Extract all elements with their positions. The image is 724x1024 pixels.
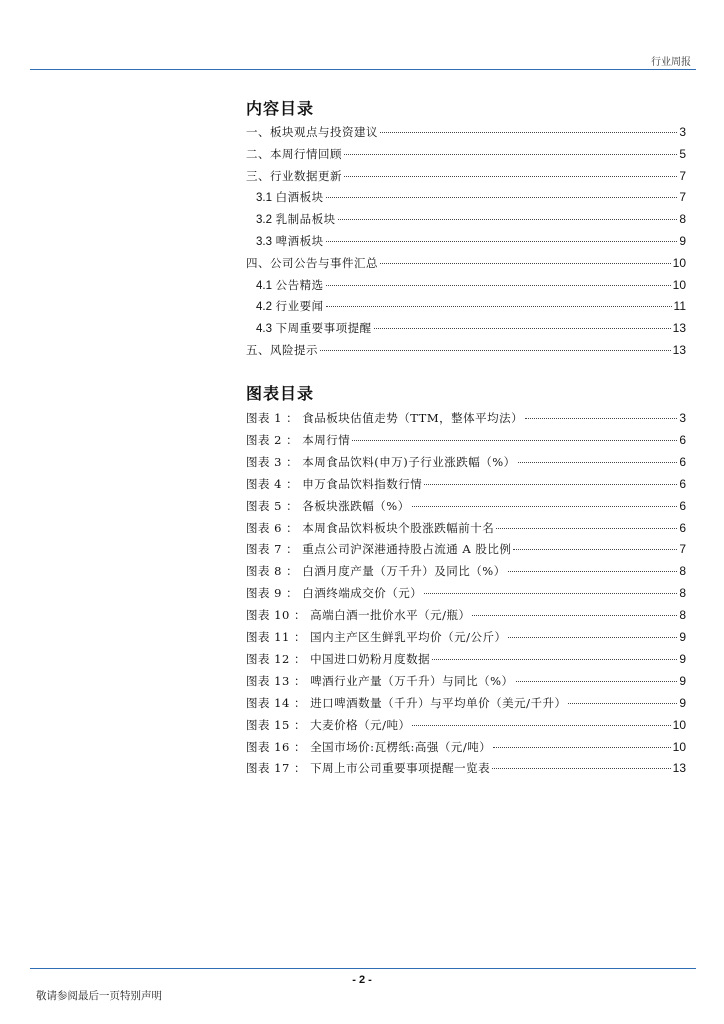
toc-entry-label: 五、风险提示 [246,343,318,357]
dot-leader [374,327,671,329]
figure-entry-page: 7 [679,542,686,557]
figure-entry[interactable] [246,561,686,581]
toc-entry-label: 乳制品板块 [275,212,336,227]
figure-entry-page: 10 [672,717,686,732]
dot-leader [518,461,678,463]
figure-entry-label: 图表 5 ： 各板块涨跌幅（%） [246,498,410,513]
toc-entry-number: 3.2 [256,214,272,227]
figure-entry[interactable] [246,605,686,625]
figure-entry-label: 图表 11 ： 国内主产区生鲜乳平均价（元/公斤） [246,630,507,644]
figure-entry-page: 8 [679,564,686,579]
figure-entry[interactable] [246,671,686,691]
footer-rule [30,968,696,969]
toc-entry[interactable] [246,122,686,142]
dot-leader [513,548,677,550]
figure-entry[interactable] [246,737,686,757]
figures-title: 图表目录 [246,384,315,403]
figure-entry[interactable] [246,649,686,669]
toc-entry[interactable] [246,144,686,164]
toc-entry-page: 7 [679,168,686,183]
toc-entry-label: 公告精选 [275,277,324,292]
toc-entry-number: 4.3 [256,323,272,336]
dot-leader [326,284,671,286]
dot-leader [412,724,670,726]
toc-entry-page: 8 [679,212,686,227]
figure-entry[interactable] [246,627,686,647]
dot-leader [412,505,678,507]
toc-entry-label: 二、本周行情回顾 [246,146,342,161]
dot-leader [344,175,677,177]
toc-entry-label: 白酒板块 [275,190,324,205]
figure-entry-label: 图表 17 ： 下周上市公司重要事项提醒一览表 [246,761,491,776]
figure-entry-page: 6 [679,476,686,491]
figure-entry[interactable] [246,430,686,450]
figure-entry[interactable] [246,693,686,713]
figure-entry-label: 图表 2 ： 本周行情 [246,432,351,447]
figure-entry[interactable] [246,539,686,559]
figure-entry-label: 图表 10 ： 高端白酒一批价水平（元/瓶） [246,608,471,623]
dot-leader [344,153,677,155]
figure-entry-page: 8 [679,586,686,601]
figure-entry-page: 3 [679,411,686,425]
toc-entry-label: 下周重要事项提醒 [275,321,372,336]
figure-entry-page: 10 [672,739,686,754]
figure-entry-label: 图表 15 ： 大麦价格（元/吨） [246,717,411,732]
figure-entry[interactable] [246,496,686,516]
dot-leader [320,349,671,351]
figure-entry[interactable] [246,518,686,538]
figure-entry-label: 图表 7 ： 重点公司沪深港通持股占流通 A 股比例 [246,542,512,557]
figure-entry-page: 9 [679,630,686,644]
dot-leader [472,614,677,616]
dot-leader [516,680,678,682]
toc-entry-page: 13 [672,321,686,336]
toc-entry[interactable] [246,187,686,207]
figure-entry-page: 6 [679,520,686,535]
figure-entry-label: 图表 12 ： 中国进口奶粉月度数据 [246,651,431,666]
figure-entry-label: 图表 14 ： 进口啤酒数量（千升）与平均单价（美元/千升） [246,695,567,710]
figure-entry-label: 图表 16 ： 全国市场价:瓦楞纸:高强（元/吨） [246,739,492,754]
figure-entry-page: 8 [679,608,686,623]
figure-entry-label: 图表 1 ： 食品板块估值走势（TTM，整体平均法） [246,411,524,425]
figure-entry[interactable] [246,474,686,494]
figure-entry[interactable] [246,408,686,428]
dot-leader [326,240,678,242]
toc-entry-page: 11 [673,299,686,314]
dot-leader [326,305,672,307]
toc-entry[interactable] [246,231,686,251]
dot-leader [525,417,677,419]
dot-leader [352,439,677,441]
figure-entry-label: 图表 8 ： 白酒月度产量（万千升）及同比（%） [246,564,506,579]
figure-entry-page: 6 [679,432,686,447]
toc-entry-number: 4.1 [256,279,272,292]
toc-entry-label: 行业要闻 [275,299,324,314]
dot-leader [493,746,670,748]
dot-leader [424,483,677,485]
figure-entry-page: 9 [679,651,686,666]
figure-entry-page: 13 [672,761,686,776]
toc-entry[interactable] [246,209,686,229]
figure-entry-label: 图表 4 ： 申万食品饮料指数行情 [246,476,423,491]
dot-leader [496,527,677,529]
dot-leader [338,218,678,220]
header-rule [30,69,696,70]
toc-entry-page: 3 [679,125,686,139]
page-number: - 2 - [352,974,372,986]
toc-entry-page: 10 [672,255,686,270]
figure-entry-label: 图表 6 ： 本周食品饮料板块个股涨跌幅前十名 [246,520,495,535]
disclaimer-text: 敬请参阅最后一页特别声明 [36,990,162,1002]
figure-entry[interactable] [246,583,686,603]
figure-entry-page: 9 [679,695,686,710]
dot-leader [568,702,677,704]
dot-leader [326,196,678,198]
toc-entry[interactable] [246,296,686,316]
toc-entry[interactable] [246,318,686,338]
toc-entry-page: 10 [672,277,686,292]
dot-leader [432,658,677,660]
figure-entry-label: 图表 3 ： 本周食品饮料(申万)子行业涨跌幅（%） [246,454,516,469]
toc-entry[interactable] [246,340,686,360]
toc-entry[interactable] [246,275,686,295]
toc-entry-label: 啤酒板块 [275,234,324,248]
dot-leader [380,131,677,133]
toc-title: 内容目录 [246,99,315,118]
dot-leader [508,570,678,572]
toc-entry-number: 3.3 [256,236,272,248]
toc-entry-number: 4.2 [256,301,272,314]
figure-entry-page: 9 [679,673,686,688]
toc-entry-page: 9 [679,234,686,248]
toc-entry-number: 3.1 [256,192,272,205]
figure-entry[interactable] [246,452,686,472]
dot-leader [508,636,677,638]
toc-entry-label: 三、行业数据更新 [246,168,342,183]
dot-leader [492,767,671,769]
toc-entry[interactable] [246,166,686,186]
figure-entry-label: 图表 9 ： 白酒终端成交价（元） [246,586,423,601]
toc-entry-page: 7 [679,190,686,205]
figure-entry-page: 6 [679,498,686,513]
figure-entry[interactable] [246,758,686,778]
toc-entry-label: 一、板块观点与投资建议 [246,125,378,139]
report-type-label: 行业周报 [651,57,691,68]
figure-entry-label: 图表 13 ： 啤酒行业产量（万千升）与同比（%） [246,673,514,688]
toc-entry-page: 5 [679,146,686,161]
toc-entry-page: 13 [672,343,686,357]
toc-entry-label: 四、公司公告与事件汇总 [246,255,378,270]
dot-leader [380,262,671,264]
dot-leader [424,592,677,594]
toc-entry[interactable] [246,253,686,273]
figure-entry[interactable] [246,715,686,735]
figure-entry-page: 6 [679,454,686,469]
